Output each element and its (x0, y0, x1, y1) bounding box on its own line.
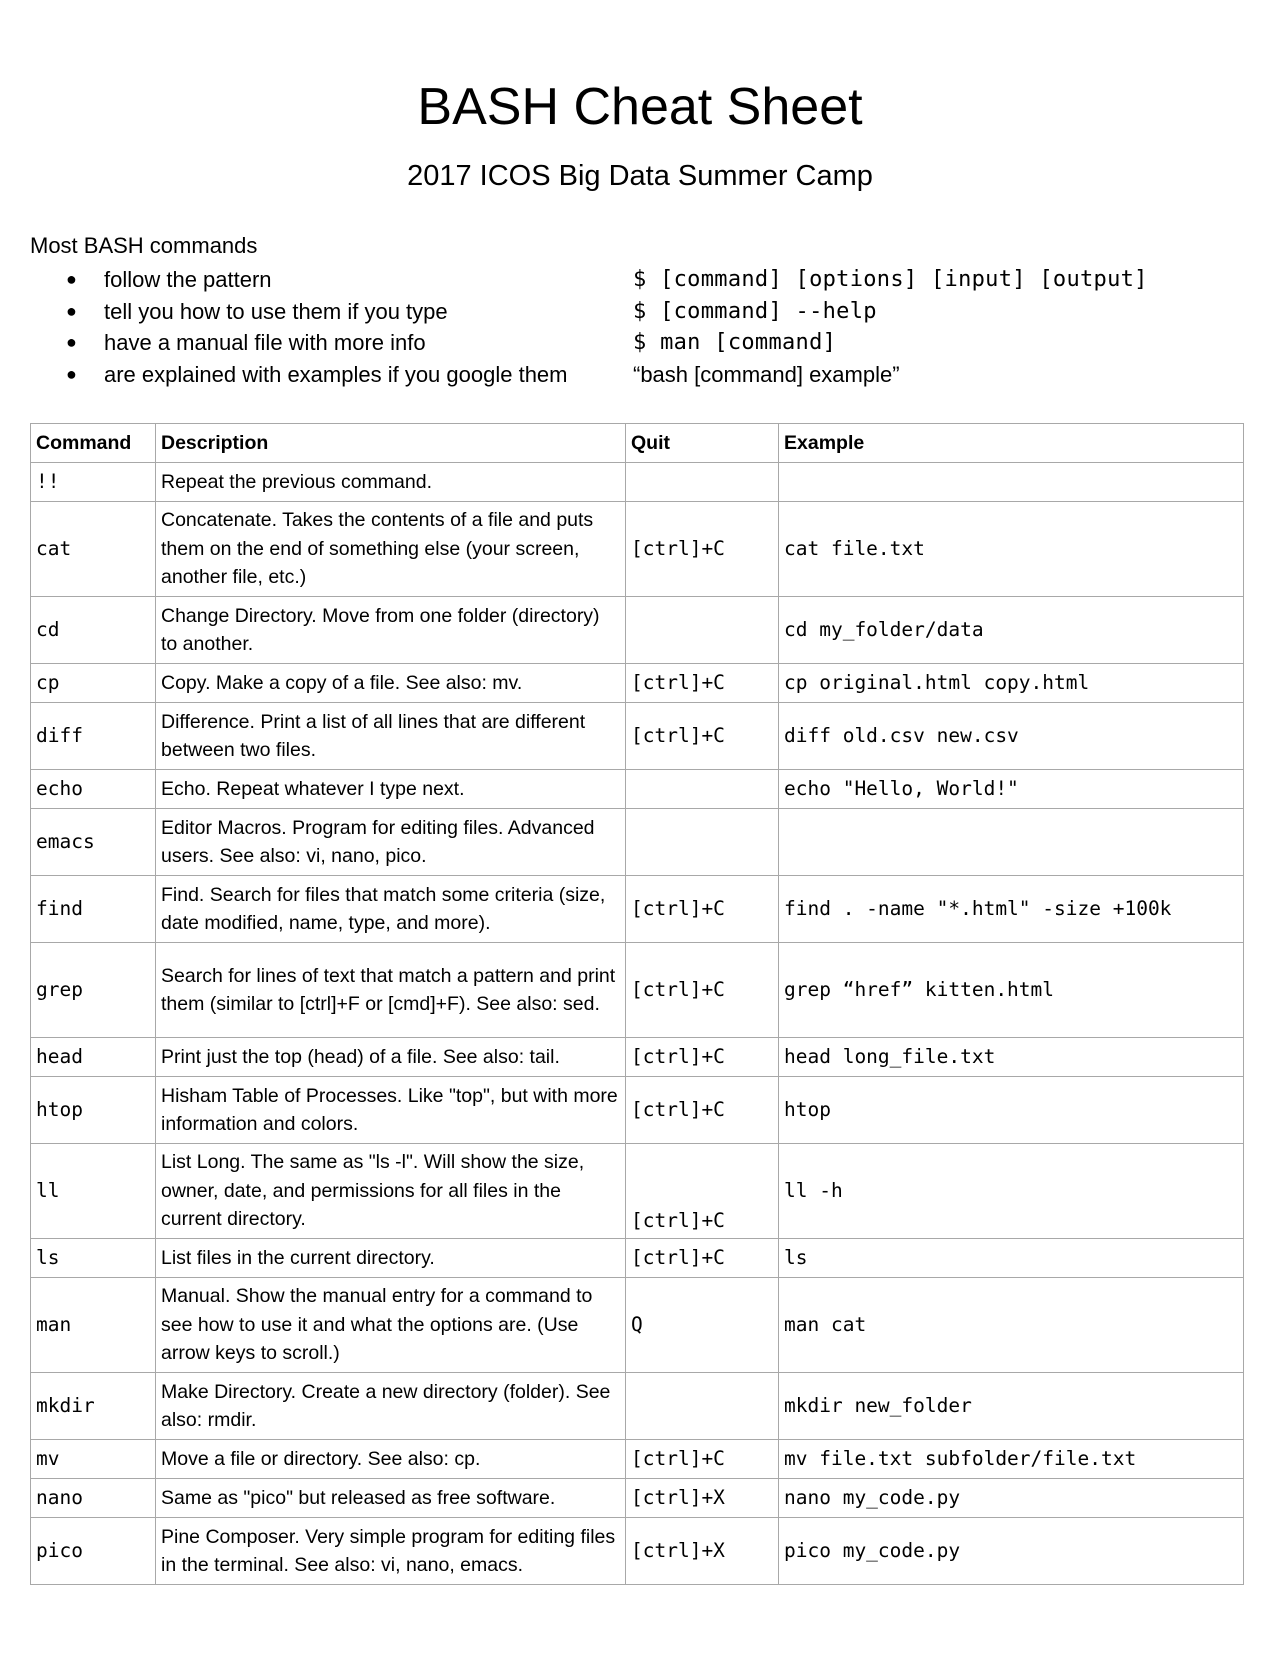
cell-example: cd my_folder/data (779, 597, 1244, 664)
bullet-dot-icon: ● (66, 363, 77, 384)
cell-description: Same as "pico" but released as free software. (156, 1479, 626, 1518)
table-row (31, 1278, 1244, 1373)
cell-example (779, 809, 1244, 876)
cell-description: List files in the current directory. (156, 1239, 626, 1278)
cell-command: echo (31, 770, 156, 809)
cell-command: !! (31, 463, 156, 502)
cell-quit (626, 1373, 779, 1440)
cell-description: Repeat the previous command. (156, 463, 626, 502)
table-row (31, 1144, 1244, 1239)
cell-quit: [ctrl]+X (626, 1479, 779, 1518)
cell-example: mv file.txt subfolder/file.txt (779, 1440, 1244, 1479)
cell-example: cp original.html copy.html (779, 664, 1244, 703)
cell-command: mv (31, 1440, 156, 1479)
cell-description: Concatenate. Takes the contents of a file and puts them on the end of something else (your screen, another file, etc.) (156, 502, 626, 597)
cell-description: Print just the top (head) of a file. See also: tail. (156, 1038, 626, 1077)
intro-bullet (60, 359, 1260, 391)
table-header-row (31, 424, 1244, 463)
cell-description: Difference. Print a list of all lines that are different between two files. (156, 703, 626, 770)
cell-quit: Q (626, 1278, 779, 1373)
cell-quit: [ctrl]+C (626, 664, 779, 703)
cell-example: pico my_code.py (779, 1518, 1244, 1585)
table-row (31, 1239, 1244, 1278)
intro-bullet-text: follow the pattern (104, 267, 272, 292)
cell-quit (626, 809, 779, 876)
cell-quit (626, 770, 779, 809)
bullet-dot-icon: ● (66, 332, 77, 352)
cell-quit (626, 463, 779, 502)
table-row (31, 1373, 1244, 1440)
cell-example: ll -h (779, 1144, 1244, 1239)
cell-command: diff (31, 703, 156, 770)
cell-quit: [ctrl]+C (626, 1239, 779, 1278)
cell-description: Copy. Make a copy of a file. See also: mv. (156, 664, 626, 703)
table-row (31, 1038, 1244, 1077)
intro-bullet-text: tell you how to use them if you type (104, 298, 448, 324)
cell-command: mkdir (31, 1373, 156, 1440)
cell-example: mkdir new_folder (779, 1373, 1244, 1440)
cell-quit: [ctrl]+C (626, 703, 779, 770)
cell-command: ll (31, 1144, 156, 1239)
intro-bullet-text: have a manual file with more info (104, 330, 426, 355)
header-example: Example (779, 424, 1244, 463)
cell-description: Pine Composer. Very simple program for editing files in the terminal. See also: vi, nano, emacs. (156, 1518, 626, 1585)
cell-command: head (31, 1038, 156, 1077)
cell-example: find . -name "*.html" -size +100k (779, 876, 1244, 943)
cell-command: find (31, 876, 156, 943)
cell-command: cp (31, 664, 156, 703)
cell-quit: [ctrl]+C (626, 1077, 779, 1144)
cell-quit (626, 597, 779, 664)
page-title: BASH Cheat Sheet (417, 78, 863, 136)
header-command: Command (31, 424, 156, 463)
table-row (31, 1518, 1244, 1585)
cell-command: man (31, 1278, 156, 1373)
intro-bullet-example: $ [command] --help (633, 298, 877, 324)
cell-example: ls (779, 1239, 1244, 1278)
intro-bullet-example: “bash [command] example” (633, 361, 900, 387)
command-table (30, 423, 1244, 1585)
cell-command: cd (31, 597, 156, 664)
cell-command: nano (31, 1479, 156, 1518)
cell-description: Make Directory. Create a new directory (folder). See also: rmdir. (156, 1373, 626, 1440)
cell-example: nano my_code.py (779, 1479, 1244, 1518)
cell-quit: [ctrl]+C (626, 1038, 779, 1077)
cell-command: htop (31, 1077, 156, 1144)
bullet-dot-icon: ● (66, 300, 77, 321)
table-row (31, 703, 1244, 770)
cell-example: echo "Hello, World!" (779, 770, 1244, 809)
cell-example: cat file.txt (779, 502, 1244, 597)
intro-bullet-example: $ man [command] (633, 330, 837, 355)
cell-example: grep “href” kitten.html (779, 943, 1244, 1038)
table-row (31, 1440, 1244, 1479)
cell-quit: [ctrl]+C (626, 1440, 779, 1479)
cell-command: pico (31, 1518, 156, 1585)
cell-command: cat (31, 502, 156, 597)
intro-bullet-list (60, 264, 1260, 390)
cell-description: Find. Search for files that match some criteria (size, date modified, name, type, and more). (156, 876, 626, 943)
intro-bullet (60, 327, 1260, 359)
header-quit: Quit (626, 424, 779, 463)
table-row (31, 770, 1244, 809)
cell-quit: [ctrl]+C (626, 943, 779, 1038)
table-row (31, 1077, 1244, 1144)
cell-quit: [ctrl]+C (626, 502, 779, 597)
intro-bullet-text: are explained with examples if you google them (104, 361, 568, 387)
intro-bullet (60, 296, 1260, 328)
cell-description: Echo. Repeat whatever I type next. (156, 770, 626, 809)
cell-quit: [ctrl]+X (626, 1518, 779, 1585)
cell-description: Move a file or directory. See also: cp. (156, 1440, 626, 1479)
cell-command: emacs (31, 809, 156, 876)
cell-quit: [ctrl]+C (626, 876, 779, 943)
header-description: Description (156, 424, 626, 463)
cell-command: ls (31, 1239, 156, 1278)
cell-description: Search for lines of text that match a pattern and print them (similar to [ctrl]+F or [cmd]+F). See also: sed. (156, 943, 626, 1038)
cell-description: Change Directory. Move from one folder (directory) to another. (156, 597, 626, 664)
table-row (31, 809, 1244, 876)
cell-description: Manual. Show the manual entry for a command to see how to use it and what the options are. (Use arrow keys to scroll.) (156, 1278, 626, 1373)
table-row (31, 876, 1244, 943)
cell-example: diff old.csv new.csv (779, 703, 1244, 770)
cell-description: List Long. The same as "ls -l". Will show the size, owner, date, and permissions for all files in the current directory. (156, 1144, 626, 1239)
table-row (31, 502, 1244, 597)
cell-example: man cat (779, 1278, 1244, 1373)
cell-quit: [ctrl]+C (626, 1144, 779, 1239)
intro-lead: Most BASH commands (30, 233, 258, 258)
table-row (31, 463, 1244, 502)
table-row (31, 1479, 1244, 1518)
bullet-dot-icon: ● (66, 269, 77, 289)
cell-description: Hisham Table of Processes. Like "top", but with more information and colors. (156, 1077, 626, 1144)
table-row (31, 943, 1244, 1038)
cell-command: grep (31, 943, 156, 1038)
table-row (31, 664, 1244, 703)
cell-description: Editor Macros. Program for editing files. Advanced users. See also: vi, nano, pico. (156, 809, 626, 876)
intro-bullet (60, 264, 1260, 296)
cell-example: htop (779, 1077, 1244, 1144)
cell-example (779, 463, 1244, 502)
page-subtitle: 2017 ICOS Big Data Summer Camp (407, 160, 873, 192)
table-row (31, 597, 1244, 664)
intro-bullet-example: $ [command] [options] [input] [output] (633, 267, 1148, 292)
cell-example: head long_file.txt (779, 1038, 1244, 1077)
